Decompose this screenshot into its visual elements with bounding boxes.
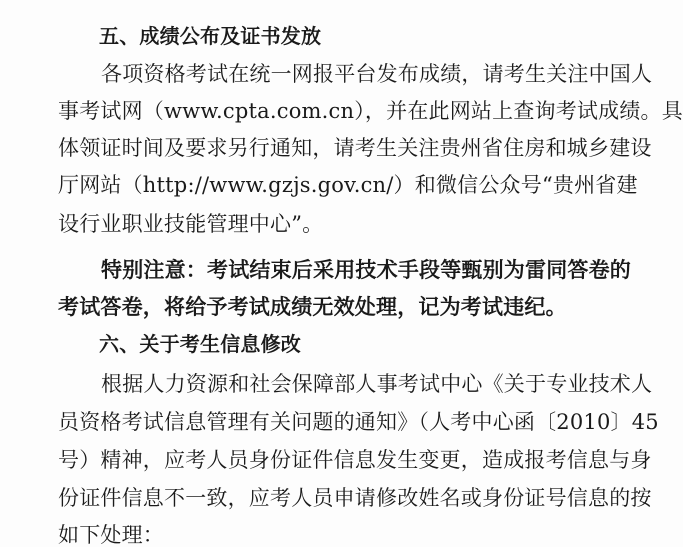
section-5-heading: 五、成绩公布及证书发放	[99, 24, 322, 48]
section-5-paragraph-line-4: 厅网站（http://www.gzjs.gov.cn/）和微信公众号“贵州省建	[58, 173, 638, 197]
section-5-paragraph-line-1: 各项资格考试在统一网报平台发布成绩，请考生关注中国人	[101, 62, 653, 86]
special-notice-line-2: 考试答卷，将给予考试成绩无效处理，记为考试违纪。	[58, 294, 567, 319]
section-5-paragraph-line-5: 设行业职业技能管理中心”。	[58, 212, 324, 236]
special-notice-line-1: 特别注意：考试结束后采用技术手段等甄别为雷同答卷的	[101, 257, 631, 282]
section-6-paragraph-line-3: 号）精神，应考人员身份证件信息发生变更，造成报考信息与身	[58, 448, 652, 472]
section-6-paragraph-line-1: 根据人力资源和社会保障部人事考试中心《关于专业技术人	[101, 372, 653, 396]
section-5-paragraph-line-3: 体领证时间及要求另行通知，请考生关注贵州省住房和城乡建设	[58, 136, 652, 160]
section-5-paragraph-line-2: 事考试网（www.cpta.com.cn），并在此网站上查询考试成绩。具	[58, 99, 683, 123]
section-6-paragraph-line-2: 员资格考试信息管理有关问题的通知》（人考中心函〔2010〕45	[58, 410, 659, 434]
section-6-heading: 六、关于考生信息修改	[99, 332, 301, 356]
section-6-paragraph-line-4: 份证件信息不一致，应考人员申请修改姓名或身份证号信息的按	[58, 486, 652, 510]
section-6-paragraph-line-5: 如下处理：	[58, 523, 164, 547]
